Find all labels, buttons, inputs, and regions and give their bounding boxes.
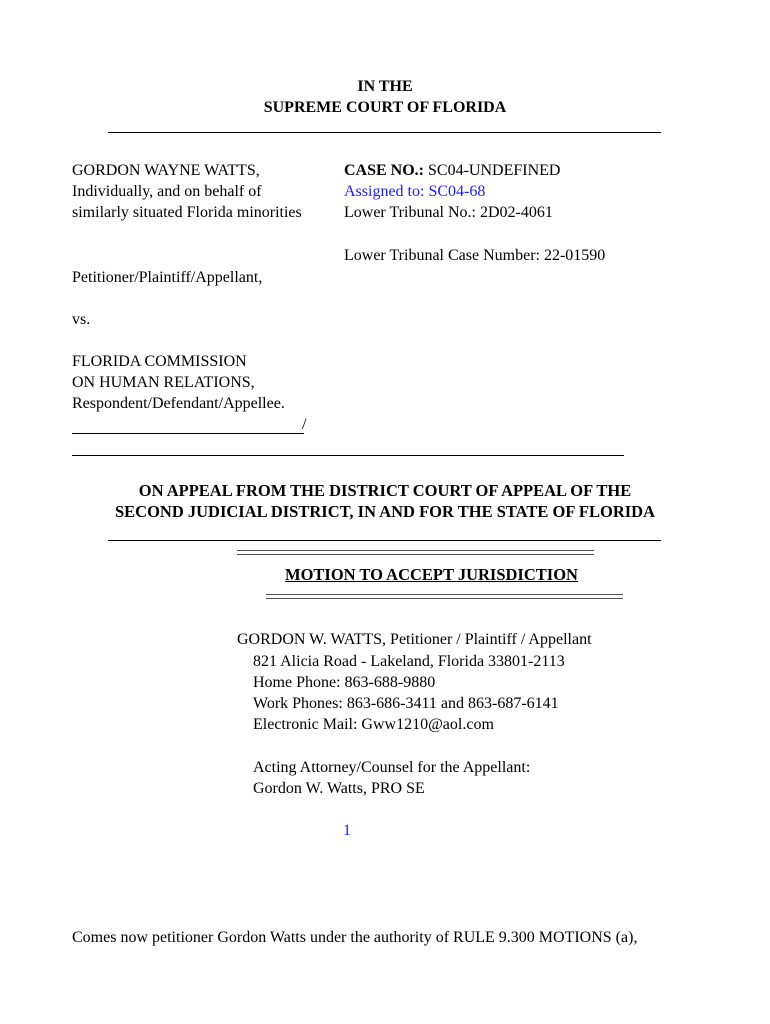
contact-work-phones: Work Phones: 863-686-3411 and 863-687-6141 [253, 695, 559, 712]
petitioner-line: similarly situated Florida minorities [72, 204, 302, 221]
petitioner-role: Petitioner/Plaintiff/Appellant, [72, 269, 263, 286]
respondent-block [72, 351, 285, 414]
lower-tribunal-case-number: Lower Tribunal Case Number: 22-01590 [344, 247, 606, 264]
counsel-label: Acting Attorney/Counsel for the Appellant: [253, 759, 531, 776]
case-number-label: CASE NO.: [344, 162, 425, 179]
contact-address: 821 Alicia Road - Lakeland, Florida 33801-2113 [253, 653, 565, 670]
respondent-line: Respondent/Defendant/Appellee. [72, 395, 285, 412]
respondent-line: FLORIDA COMMISSION [72, 353, 247, 370]
motion-title-top-rule [237, 550, 594, 555]
appeal-heading-line1: ON APPEAL FROM THE DISTRICT COURT OF APPEAL OF THE [138, 481, 632, 500]
respondent-line: ON HUMAN RELATIONS, [72, 374, 255, 391]
versus-text: vs. [72, 311, 91, 328]
respondent-underline-slash: / [302, 416, 307, 433]
body-paragraph: Comes now petitioner Gordon Watts under the authority of RULE 9.300 MOTIONS (a), [72, 929, 638, 946]
motion-title: MOTION TO ACCEPT JURISDICTION [285, 565, 578, 584]
lower-tribunal-number: Lower Tribunal No.: 2D02-4061 [344, 204, 553, 221]
case-number-value: SC04-UNDEFINED [428, 162, 561, 179]
header-rule [108, 132, 661, 133]
page-number: 1 [343, 822, 351, 839]
contact-name-line: GORDON W. WATTS, Petitioner / Plaintiff / Appellant [237, 631, 592, 648]
court-heading-line2: SUPREME COURT OF FLORIDA [263, 99, 507, 116]
assigned-case: Assigned to: SC04-68 [344, 183, 486, 200]
respondent-underline [72, 433, 304, 434]
appeal-rule [108, 540, 661, 541]
petitioner-line: Individually, and on behalf of [72, 183, 262, 200]
contact-email: Electronic Mail: Gww1210@aol.com [253, 716, 494, 733]
appeal-heading-line2: SECOND JUDICIAL DISTRICT, IN AND FOR THE STATE OF FLORIDA [114, 502, 655, 521]
case-number-line [344, 160, 560, 181]
petitioner-line: GORDON WAYNE WATTS, [72, 162, 260, 179]
caption-rule [72, 455, 624, 456]
counsel-name: Gordon W. Watts, PRO SE [253, 780, 425, 797]
contact-home-phone: Home Phone: 863-688-9880 [253, 674, 436, 691]
court-heading-line1: IN THE [357, 78, 413, 95]
motion-title-bottom-rule [266, 594, 623, 599]
petitioner-block [72, 160, 302, 223]
